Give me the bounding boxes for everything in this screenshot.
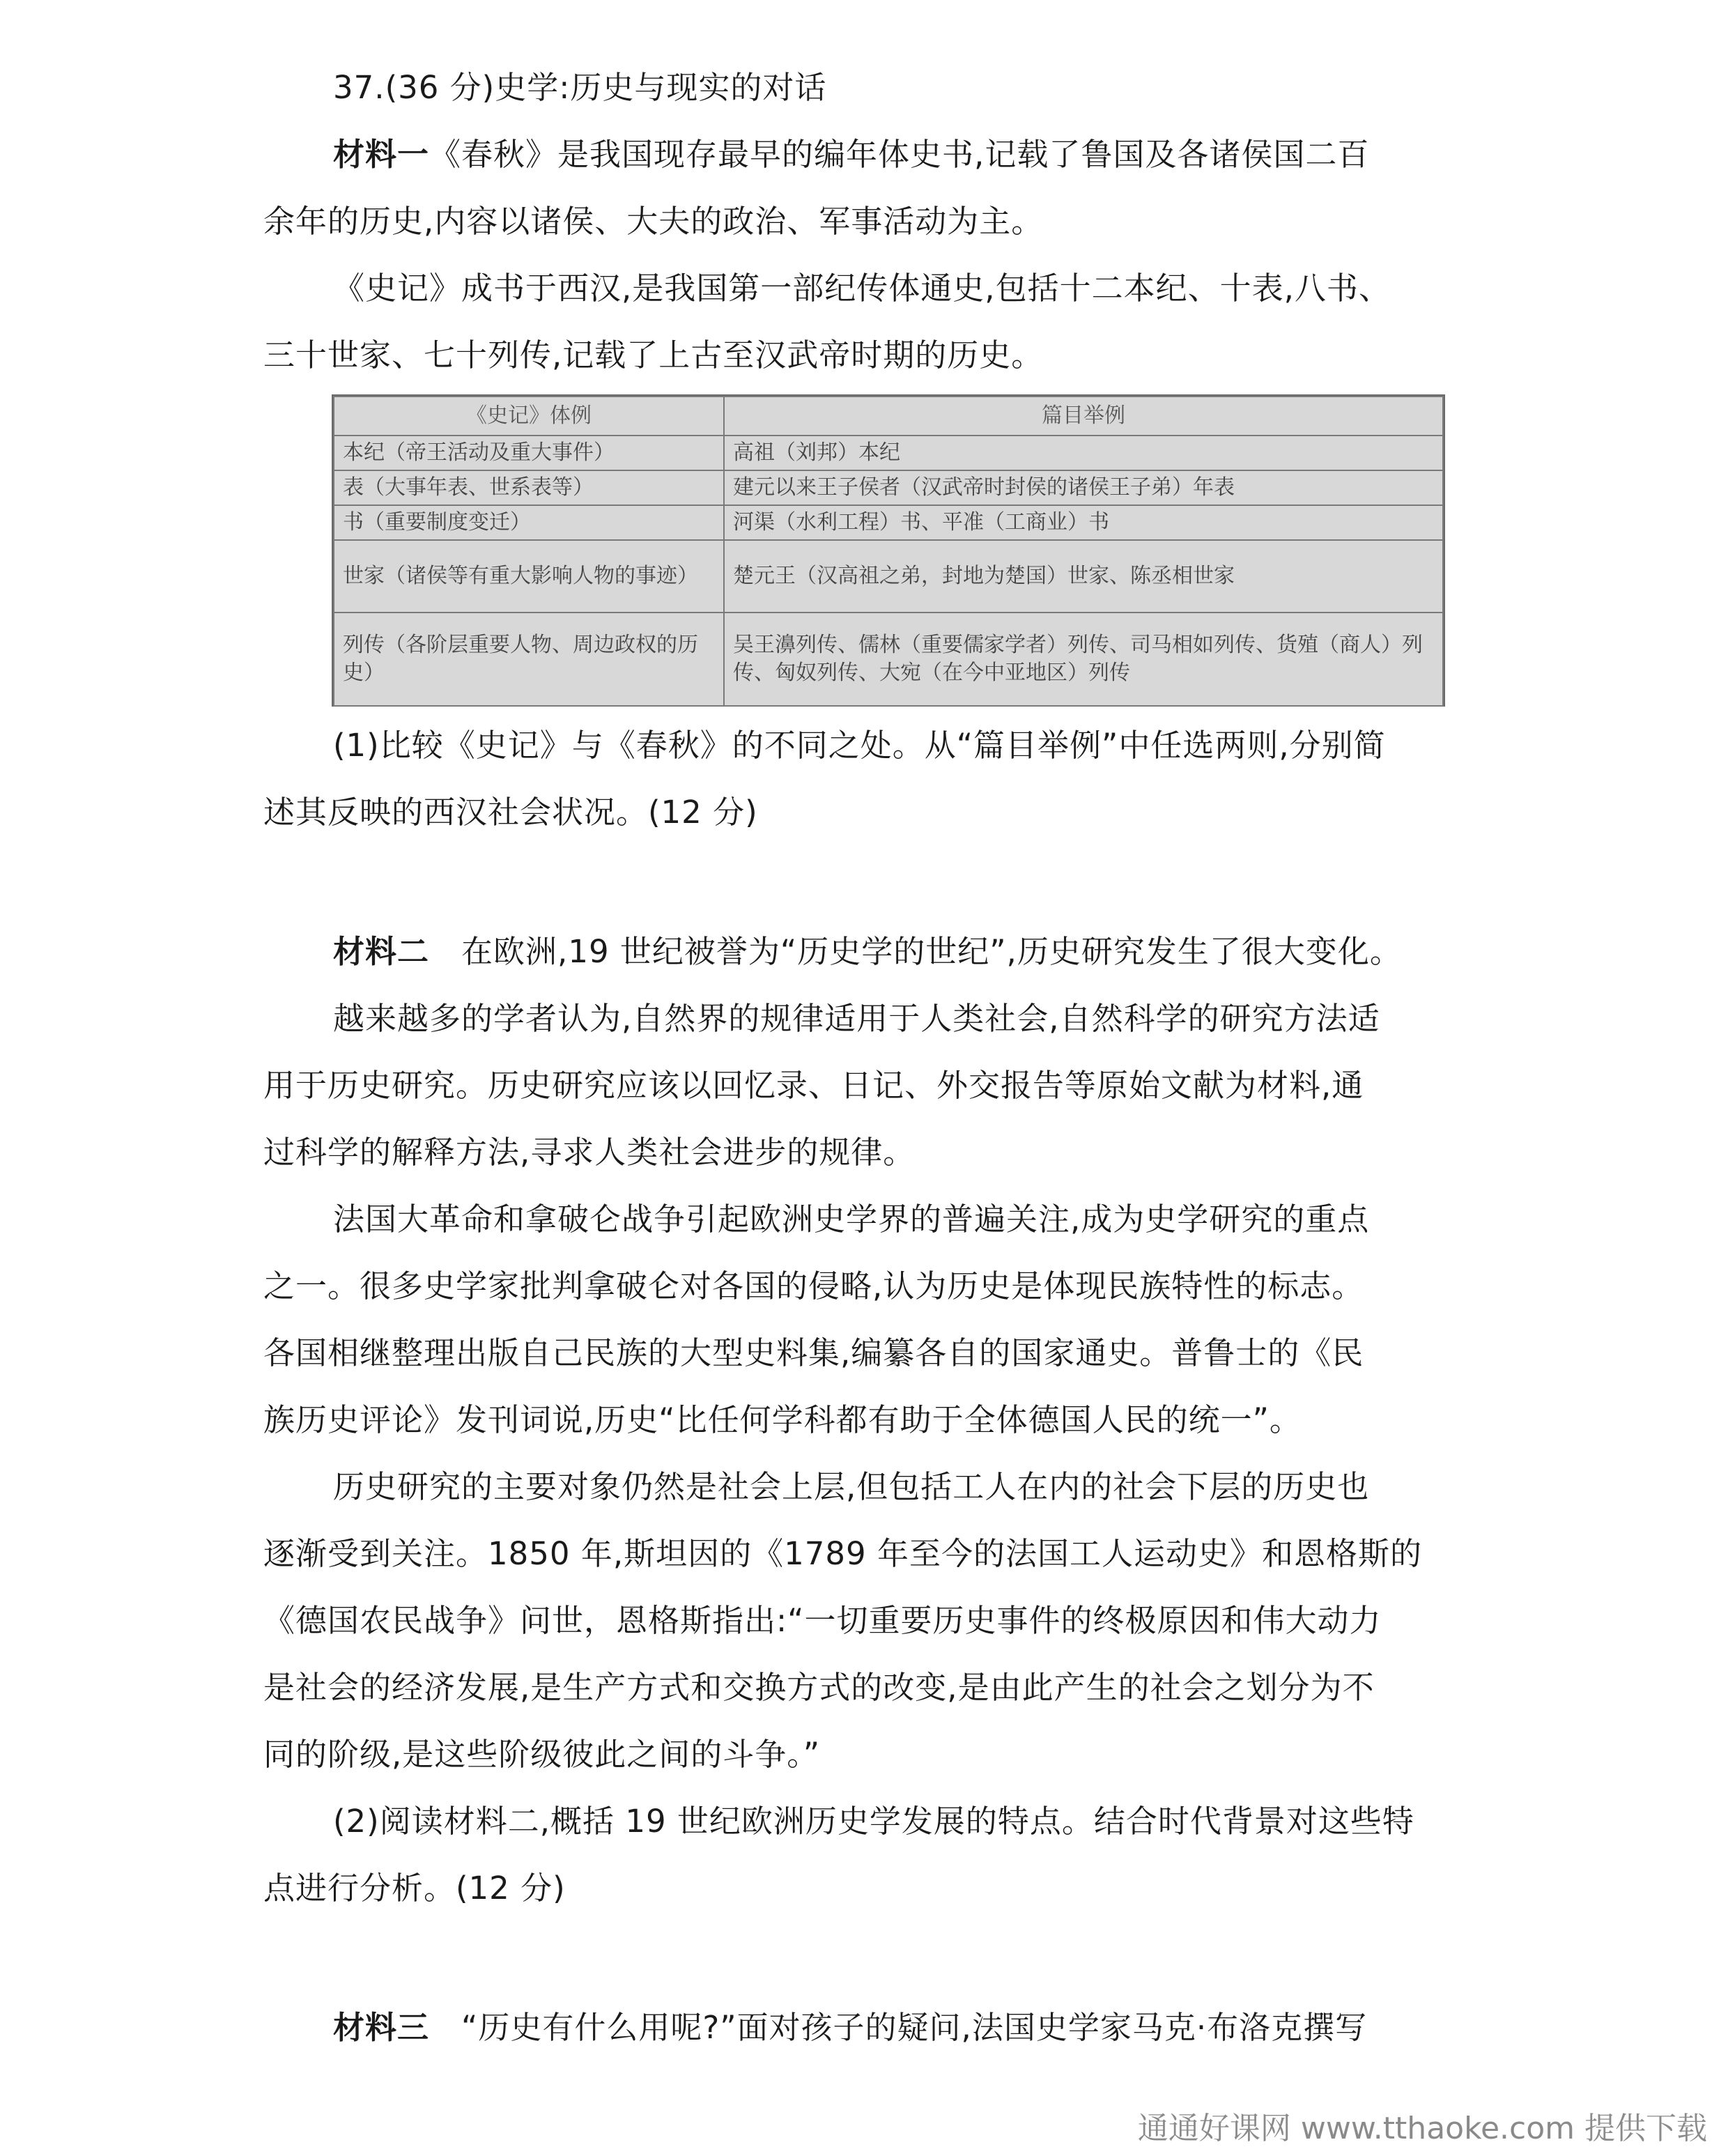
table-row [334,436,1443,470]
material3-text: “历史有什么用呢?”面对孩子的疑问,法国史学家马克·布洛克撰写 [461,2009,1368,2046]
material2-line1 [333,931,1476,973]
table-row [334,470,1443,505]
question2-line2: 点进行分析。(12 分) [263,1870,566,1907]
table-row [334,540,1443,613]
material3-line1 [333,2007,1476,2049]
question2-line1: (2)阅读材料二,概括 19 世纪欧洲历史学发展的特点。结合时代背景对这些特 [333,1803,1414,1840]
table-row [334,505,1443,540]
table-header-row [334,396,1443,436]
material2-line11: 《德国农民战争》问世，恩格斯指出:“一切重要历史事件的终极原因和伟大动力 [263,1602,1382,1639]
table-cell: 吴王濞列传、儒林（重要儒家学者）列传、司马相如列传、货殖（商人）列传、匈奴列传、大宛（在今中亚地区）列传 [724,613,1443,706]
table-row [334,613,1443,706]
material2-line5: 法国大革命和拿破仑战争引起欧洲史学界的普遍关注,成为史学研究的重点 [333,1201,1370,1238]
material3-label: 材料三 [333,2009,430,2046]
question-title: 37.(36 分)史学:历史与现实的对话 [333,69,827,106]
material2-line9: 历史研究的主要对象仍然是社会上层,但包括工人在内的社会下层的历史也 [333,1468,1370,1505]
material1-line1 [333,134,1476,176]
material2-line13: 同的阶级,是这些阶级彼此之间的斗争。” [263,1736,821,1773]
question1-line1: (1)比较《史记》与《春秋》的不同之处。从“篇目举例”中任选两则,分别简 [333,727,1386,764]
watermark-footer: 通通好课网 www.tthaoke.com 提供下载 [1137,2111,1707,2146]
material2-line7: 各国相继整理出版自己民族的大型史料集,编纂各自的国家通史。普鲁士的《民 [263,1334,1364,1371]
material1-line2: 余年的历史,内容以诸侯、大夫的政治、军事活动为主。 [263,203,1044,240]
table-header-cell: 《史记》体例 [334,396,724,436]
table-cell: 楚元王（汉高祖之弟，封地为楚国）世家、陈丞相世家 [724,540,1443,613]
table-cell: 河渠（水利工程）书、平准（工商业）书 [724,505,1443,540]
table-cell: 高祖（刘邦）本纪 [724,436,1443,470]
material1-text: 《春秋》是我国现存最早的编年体史书,记载了鲁国及各诸侯国二百 [429,136,1370,173]
material1-line3: 《史记》成书于西汉,是我国第一部纪传体通史,包括十二本纪、十表,八书、 [333,270,1391,307]
material2-line4: 过科学的解释方法,寻求人类社会进步的规律。 [263,1134,916,1171]
material2-line6: 之一。很多史学家批判拿破仑对各国的侵略,认为历史是体现民族特性的标志。 [263,1268,1364,1304]
material2-line10: 逐渐受到关注。1850 年,斯坦因的《1789 年至今的法国工人运动史》和恩格斯的 [263,1535,1422,1572]
table-cell: 建元以来王子侯者（汉武帝时封侯的诸侯王子弟）年表 [724,470,1443,505]
table-cell: 书（重要制度变迁） [334,505,724,540]
material1-label: 材料一 [333,136,430,173]
table-cell: 列传（各阶层重要人物、周边政权的历史） [334,613,724,706]
material2-text: 在欧洲,19 世纪被誉为“历史学的世纪”,历史研究发生了很大变化。 [461,933,1402,970]
table-cell: 表（大事年表、世系表等） [334,470,724,505]
shiji-table [332,394,1445,707]
material2-line2: 越来越多的学者认为,自然界的规律适用于人类社会,自然科学的研究方法适 [333,1000,1380,1037]
table-header-cell: 篇目举例 [724,396,1443,436]
table-cell: 本纪（帝王活动及重大事件） [334,436,724,470]
material2-line3: 用于历史研究。历史研究应该以回忆录、日记、外交报告等原始文献为材料,通 [263,1067,1364,1104]
table-cell: 世家（诸侯等有重大影响人物的事迹） [334,540,724,613]
material2-label: 材料二 [333,933,430,970]
material1-line4: 三十世家、七十列传,记载了上古至汉武帝时期的历史。 [263,337,1044,374]
material2-line12: 是社会的经济发展,是生产方式和交换方式的改变,是由此产生的社会之划分为不 [263,1669,1375,1706]
material2-line8: 族历史评论》发刊词说,历史“比任何学科都有助于全体德国人民的统一”。 [263,1401,1302,1438]
question1-line2: 述其反映的西汉社会状况。(12 分) [263,794,758,831]
